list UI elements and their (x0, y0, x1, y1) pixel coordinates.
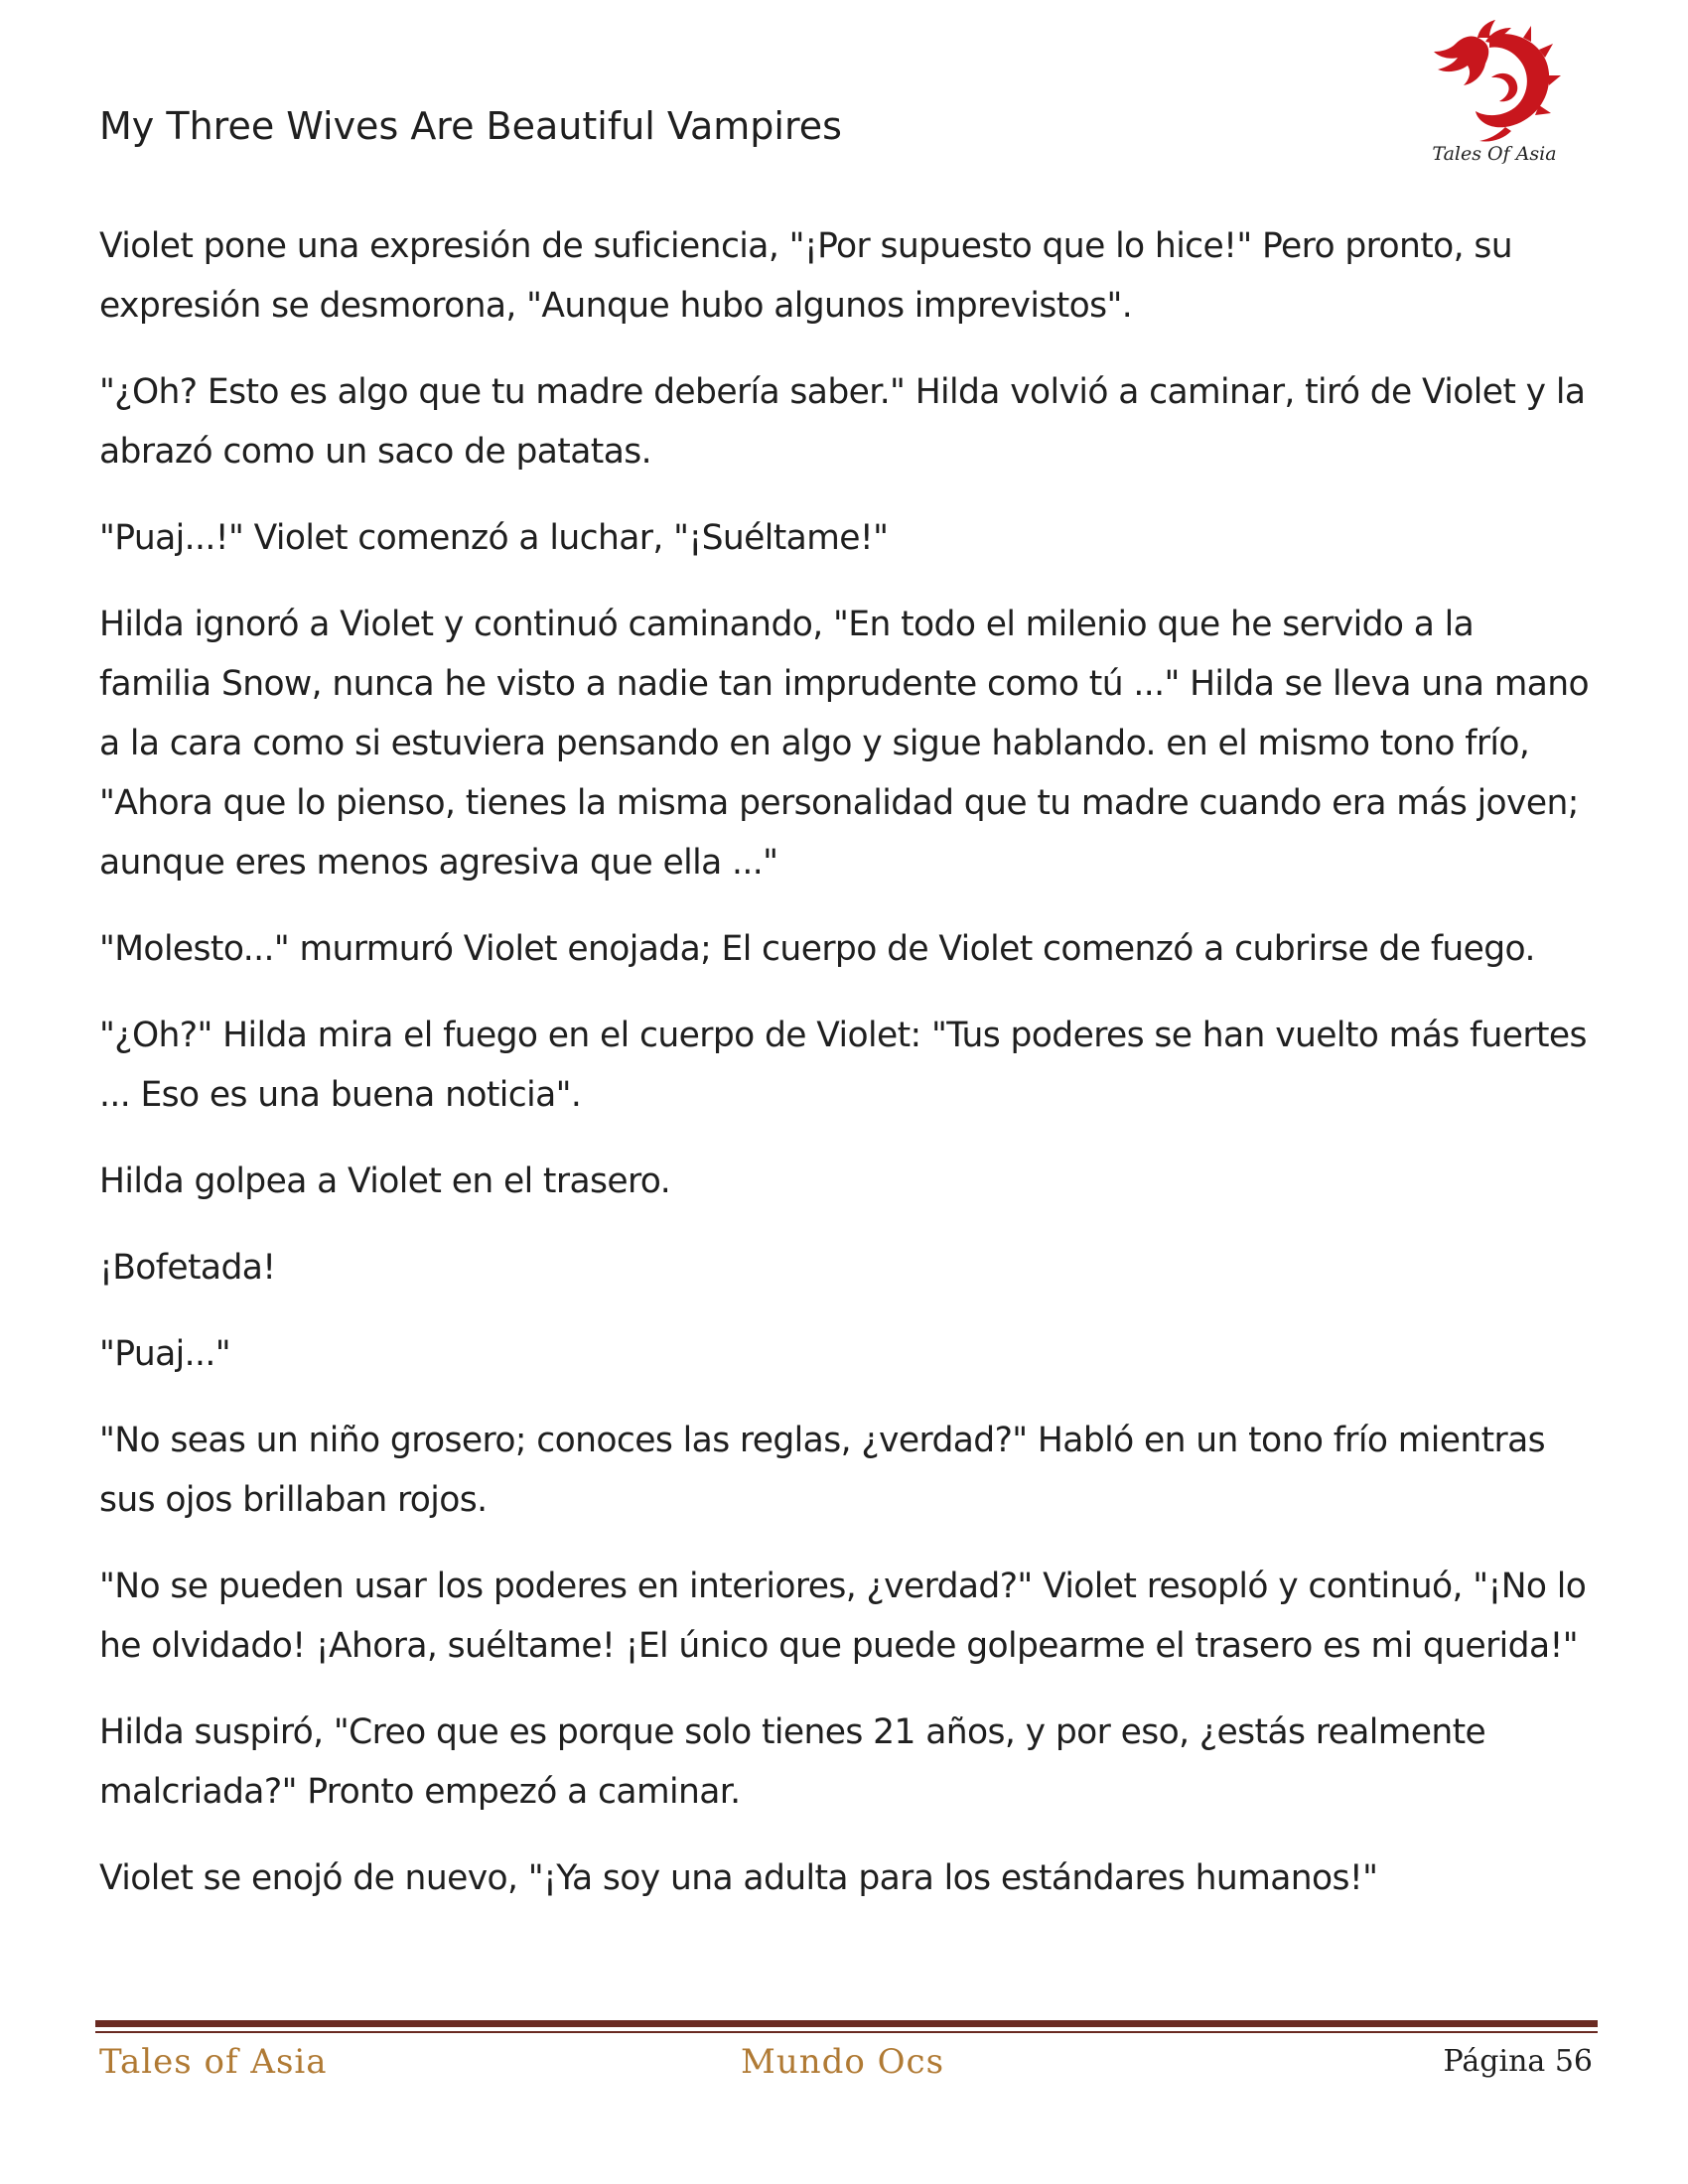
page-number: Página 56 (1443, 2044, 1593, 2079)
chapter-body (99, 216, 1594, 1935)
paragraph: "No se pueden usar los poderes en interiores, ¿verdad?" Violet resopló y continuó, "¡No lo he olvidado! ¡Ahora, suéltame! ¡El único que puede golpearme el trasero es mi querida!" (99, 1567, 1587, 1666)
footer-site-name: Tales of Asia (99, 2042, 328, 2082)
red-dragon-icon (1420, 18, 1569, 147)
footer-divider-thin (95, 2031, 1598, 2033)
tales-of-asia-logo (1420, 18, 1569, 182)
paragraph: "¿Oh?" Hilda mira el fuego en el cuerpo de Violet: "Tus poderes se han vuelto más fuertes ... Eso es una buena noticia". (99, 1016, 1587, 1115)
paragraph: Hilda suspiró, "Creo que es porque solo tienes 21 años, y por eso, ¿estás realmente malcriada?" Pronto empezó a caminar. (99, 1712, 1486, 1812)
paragraph: "Molesto..." murmuró Violet enojada; El cuerpo de Violet comenzó a cubrirse de fuego. (99, 929, 1535, 969)
paragraph: "¿Oh? Esto es algo que tu madre debería saber." Hilda volvió a caminar, tiró de Violet y la abrazó como un saco de patatas. (99, 372, 1586, 472)
footer-divider (95, 2020, 1598, 2027)
paragraph: Violet se enojó de nuevo, "¡Ya soy una adulta para los estándares humanos!" (99, 1858, 1378, 1898)
footer-translator: Mundo Ocs (741, 2042, 945, 2082)
paragraph: "Puaj..." (99, 1334, 231, 1374)
paragraph: "Puaj...!" Violet comenzó a luchar, "¡Suéltame!" (99, 518, 889, 558)
logo-wordmark: Tales Of Asia (1432, 143, 1557, 165)
paragraph: ¡Bofetada! (99, 1248, 276, 1288)
paragraph: Hilda ignoró a Violet y continuó caminando, "En todo el milenio que he servido a la familia Snow, nunca he visto a nadie tan imprudente como tú ..." Hilda se lleva una mano a la cara como si estuviera pensando en algo y sigue hablando. en el mismo tono frío, "Ahora que lo pienso, tienes la misma personalidad que tu madre cuando era más joven; aunque eres menos agresiva que ella ..." (99, 605, 1590, 883)
paragraph: "No seas un niño grosero; conoces las reglas, ¿verdad?" Habló en un tono frío mientras sus ojos brillaban rojos. (99, 1421, 1546, 1520)
paragraph: Hilda golpea a Violet en el trasero. (99, 1161, 671, 1201)
book-title: My Three Wives Are Beautiful Vampires (99, 104, 842, 148)
paragraph: Violet pone una expresión de suficiencia, "¡Por supuesto que lo hice!" Pero pronto, su expresión se desmorona, "Aunque hubo algunos imprevistos". (99, 226, 1513, 326)
